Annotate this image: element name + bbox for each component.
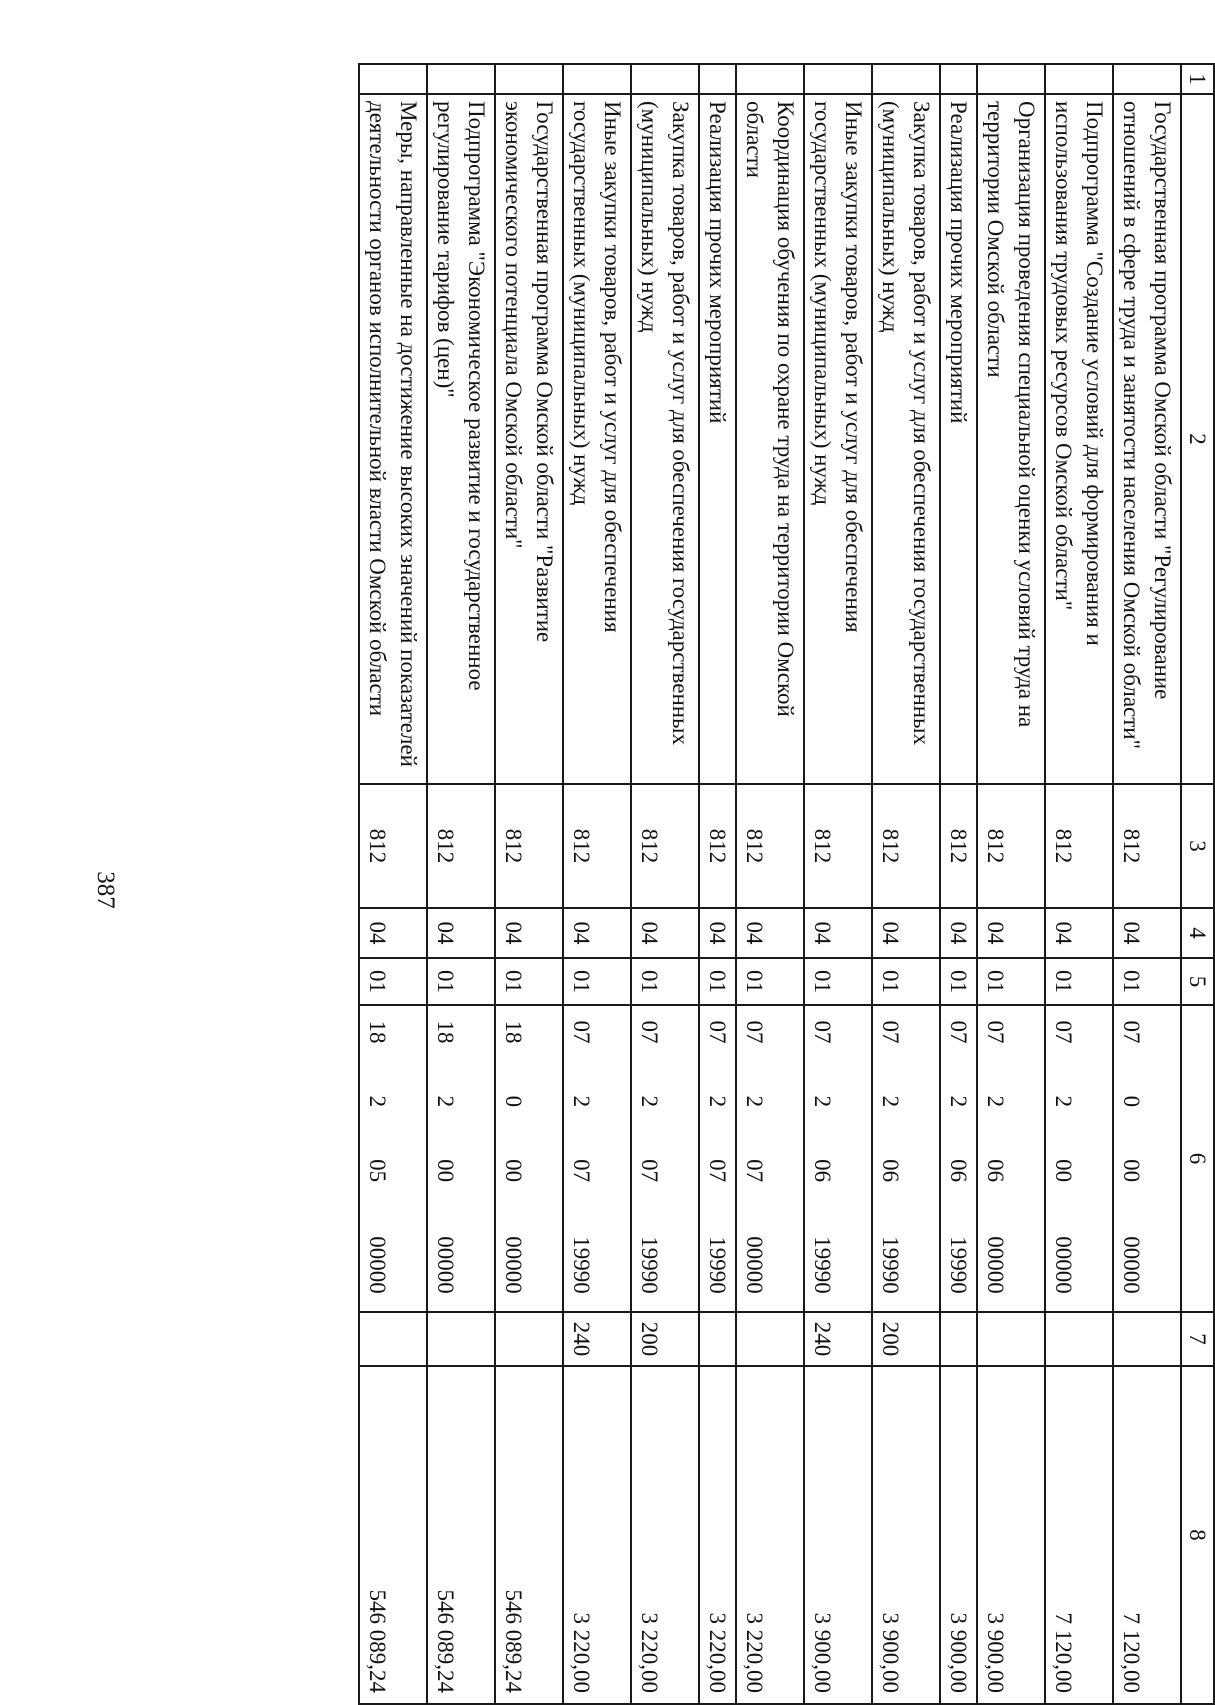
table-row bbox=[427, 64, 495, 1704]
ministry-code: 812 bbox=[359, 784, 427, 908]
subprogram-code: 0 bbox=[1119, 1095, 1144, 1108]
event-code: 00 bbox=[1051, 1159, 1076, 1183]
subsection-code: 01 bbox=[631, 958, 699, 1005]
budget-table bbox=[358, 63, 1215, 1705]
direction-code: 19990 bbox=[878, 1236, 903, 1294]
direction-code: 19990 bbox=[569, 1236, 594, 1294]
direction-code: 00000 bbox=[1119, 1236, 1144, 1294]
amount: 7 120,00 bbox=[1045, 1366, 1113, 1704]
column-number: 4 bbox=[1181, 908, 1214, 958]
event-code: 07 bbox=[742, 1159, 767, 1183]
target-article-code bbox=[699, 1005, 736, 1312]
item-name: Подпрограмма "Экономическое развитие и государственное регулирование тарифов (цен)" bbox=[427, 94, 495, 784]
item-name: Государственная программа Омской области "Развитие экономического потенциала Омской области" bbox=[495, 94, 563, 784]
column-number: 5 bbox=[1181, 958, 1214, 1005]
expense-type-code bbox=[736, 1312, 804, 1366]
target-article-code bbox=[736, 1005, 804, 1312]
subprogram-code: 2 bbox=[705, 1095, 730, 1108]
program-code: 07 bbox=[705, 1020, 730, 1044]
event-code: 05 bbox=[365, 1159, 390, 1183]
table-row bbox=[699, 64, 736, 1704]
amount: 3 900,00 bbox=[872, 1366, 940, 1704]
expense-type-code bbox=[699, 1312, 736, 1366]
item-name: Координация обучения по охране труда на территории Омской области bbox=[736, 94, 804, 784]
expense-type-code bbox=[359, 1312, 427, 1366]
section-code: 04 bbox=[977, 908, 1045, 958]
event-code: 00 bbox=[433, 1159, 458, 1183]
row-number-cell bbox=[563, 64, 631, 94]
row-number-cell bbox=[1113, 64, 1181, 94]
program-code: 07 bbox=[946, 1020, 971, 1044]
ministry-code: 812 bbox=[872, 784, 940, 908]
row-number-cell bbox=[359, 64, 427, 94]
column-number: 2 bbox=[1181, 94, 1214, 784]
subsection-code: 01 bbox=[495, 958, 563, 1005]
event-code: 06 bbox=[810, 1159, 835, 1183]
row-number-cell bbox=[495, 64, 563, 94]
event-code: 07 bbox=[637, 1159, 662, 1183]
subsection-code: 01 bbox=[872, 958, 940, 1005]
column-number: 6 bbox=[1181, 1005, 1214, 1312]
subprogram-code: 2 bbox=[637, 1095, 662, 1108]
section-code: 04 bbox=[699, 908, 736, 958]
subsection-code: 01 bbox=[699, 958, 736, 1005]
item-name: Организация проведения специальной оценки условий труда на территории Омской области bbox=[977, 94, 1045, 784]
ministry-code: 812 bbox=[631, 784, 699, 908]
program-code: 07 bbox=[1051, 1020, 1076, 1044]
section-code: 04 bbox=[1113, 908, 1181, 958]
program-code: 07 bbox=[1119, 1020, 1144, 1044]
target-article-code bbox=[804, 1005, 872, 1312]
direction-code: 19990 bbox=[637, 1236, 662, 1294]
rotated-page bbox=[92, 63, 1215, 1703]
subprogram-code: 2 bbox=[433, 1095, 458, 1108]
table-row bbox=[1113, 64, 1181, 1704]
table-row bbox=[736, 64, 804, 1704]
target-article-code bbox=[359, 1005, 427, 1312]
event-code: 07 bbox=[569, 1159, 594, 1183]
subprogram-code: 2 bbox=[742, 1095, 767, 1108]
expense-type-code bbox=[495, 1312, 563, 1366]
amount: 7 120,00 bbox=[1113, 1366, 1181, 1704]
program-code: 18 bbox=[501, 1020, 526, 1044]
column-number: 1 bbox=[1181, 64, 1214, 94]
subprogram-code: 2 bbox=[569, 1095, 594, 1108]
expense-type-code: 240 bbox=[804, 1312, 872, 1366]
direction-code: 19990 bbox=[705, 1236, 730, 1294]
column-number: 3 bbox=[1181, 784, 1214, 908]
section-code: 04 bbox=[804, 908, 872, 958]
expense-type-code bbox=[940, 1312, 977, 1366]
program-code: 18 bbox=[433, 1020, 458, 1044]
subprogram-code: 2 bbox=[1051, 1095, 1076, 1108]
item-name: Иные закупки товаров, работ и услуг для обеспечения государственных (муниципальных) нужд bbox=[563, 94, 631, 784]
section-code: 04 bbox=[1045, 908, 1113, 958]
section-code: 04 bbox=[631, 908, 699, 958]
row-number-cell bbox=[872, 64, 940, 94]
column-number: 8 bbox=[1181, 1366, 1214, 1704]
table-row bbox=[872, 64, 940, 1704]
subprogram-code: 2 bbox=[946, 1095, 971, 1108]
event-code: 06 bbox=[983, 1159, 1008, 1183]
amount: 546 089,24 bbox=[495, 1366, 563, 1704]
target-article-code bbox=[1113, 1005, 1181, 1312]
section-code: 04 bbox=[872, 908, 940, 958]
program-code: 07 bbox=[810, 1020, 835, 1044]
expense-type-code bbox=[427, 1312, 495, 1366]
ministry-code: 812 bbox=[563, 784, 631, 908]
column-number-row bbox=[1181, 64, 1214, 1704]
event-code: 07 bbox=[705, 1159, 730, 1183]
target-article-code bbox=[872, 1005, 940, 1312]
item-name: Меры, направленные на достижение высоких значений показателей деятельности органов исполнительной власти Омской области bbox=[359, 94, 427, 784]
row-number-cell bbox=[699, 64, 736, 94]
subprogram-code: 2 bbox=[878, 1095, 903, 1108]
amount: 546 089,24 bbox=[427, 1366, 495, 1704]
expense-type-code bbox=[1045, 1312, 1113, 1366]
ministry-code: 812 bbox=[1113, 784, 1181, 908]
amount: 3 900,00 bbox=[977, 1366, 1045, 1704]
event-code: 06 bbox=[878, 1159, 903, 1183]
program-code: 07 bbox=[637, 1020, 662, 1044]
ministry-code: 812 bbox=[495, 784, 563, 908]
direction-code: 19990 bbox=[946, 1236, 971, 1294]
section-code: 04 bbox=[940, 908, 977, 958]
section-code: 04 bbox=[427, 908, 495, 958]
row-number-cell bbox=[1045, 64, 1113, 94]
target-article-code bbox=[1045, 1005, 1113, 1312]
subprogram-code: 2 bbox=[983, 1095, 1008, 1108]
table-row bbox=[804, 64, 872, 1704]
direction-code: 00000 bbox=[742, 1236, 767, 1294]
target-article-code bbox=[563, 1005, 631, 1312]
expense-type-code bbox=[1113, 1312, 1181, 1366]
ministry-code: 812 bbox=[736, 784, 804, 908]
subsection-code: 01 bbox=[427, 958, 495, 1005]
amount: 3 900,00 bbox=[804, 1366, 872, 1704]
table-row bbox=[359, 64, 427, 1704]
table-row bbox=[940, 64, 977, 1704]
subprogram-code: 2 bbox=[365, 1095, 390, 1108]
program-code: 07 bbox=[983, 1020, 1008, 1044]
subsection-code: 01 bbox=[1113, 958, 1181, 1005]
row-number-cell bbox=[427, 64, 495, 94]
section-code: 04 bbox=[495, 908, 563, 958]
item-name: Государственная программа Омской области "Регулирование отношений в сфере труда и занятости населения Омской области" bbox=[1113, 94, 1181, 784]
subsection-code: 01 bbox=[359, 958, 427, 1005]
ministry-code: 812 bbox=[804, 784, 872, 908]
program-code: 07 bbox=[742, 1020, 767, 1044]
event-code: 06 bbox=[946, 1159, 971, 1183]
ministry-code: 812 bbox=[977, 784, 1045, 908]
target-article-code bbox=[940, 1005, 977, 1312]
target-article-code bbox=[427, 1005, 495, 1312]
item-name: Закупка товаров, работ и услуг для обеспечения государственных (муниципальных) нужд bbox=[631, 94, 699, 784]
expense-type-code: 240 bbox=[563, 1312, 631, 1366]
item-name: Иные закупки товаров, работ и услуг для обеспечения государственных (муниципальных) нужд bbox=[804, 94, 872, 784]
amount: 3 220,00 bbox=[736, 1366, 804, 1704]
table-row bbox=[563, 64, 631, 1704]
row-number-cell bbox=[631, 64, 699, 94]
table-row bbox=[1045, 64, 1113, 1704]
target-article-code bbox=[495, 1005, 563, 1312]
program-code: 07 bbox=[878, 1020, 903, 1044]
subprogram-code: 0 bbox=[501, 1095, 526, 1108]
subsection-code: 01 bbox=[940, 958, 977, 1005]
row-number-cell bbox=[940, 64, 977, 94]
ministry-code: 812 bbox=[940, 784, 977, 908]
item-name: Реализация прочих мероприятий bbox=[699, 94, 736, 784]
row-number-cell bbox=[804, 64, 872, 94]
section-code: 04 bbox=[736, 908, 804, 958]
row-number-cell bbox=[736, 64, 804, 94]
amount: 3 220,00 bbox=[699, 1366, 736, 1704]
target-article-code bbox=[631, 1005, 699, 1312]
amount: 3 900,00 bbox=[940, 1366, 977, 1704]
subsection-code: 01 bbox=[1045, 958, 1113, 1005]
page-number: 387 bbox=[92, 871, 119, 909]
target-article-code bbox=[977, 1005, 1045, 1312]
expense-type-code bbox=[977, 1312, 1045, 1366]
item-name: Закупка товаров, работ и услуг для обеспечения государственных (муниципальных) нужд bbox=[872, 94, 940, 784]
direction-code: 00000 bbox=[1051, 1236, 1076, 1294]
expense-type-code: 200 bbox=[872, 1312, 940, 1366]
event-code: 00 bbox=[501, 1159, 526, 1183]
table-row bbox=[977, 64, 1045, 1704]
table-row bbox=[631, 64, 699, 1704]
amount: 3 220,00 bbox=[563, 1366, 631, 1704]
column-number: 7 bbox=[1181, 1312, 1214, 1366]
amount: 3 220,00 bbox=[631, 1366, 699, 1704]
direction-code: 00000 bbox=[983, 1236, 1008, 1294]
ministry-code: 812 bbox=[699, 784, 736, 908]
table-row bbox=[495, 64, 563, 1704]
row-number-cell bbox=[977, 64, 1045, 94]
ministry-code: 812 bbox=[427, 784, 495, 908]
subsection-code: 01 bbox=[563, 958, 631, 1005]
subsection-code: 01 bbox=[977, 958, 1045, 1005]
program-code: 18 bbox=[365, 1020, 390, 1044]
subprogram-code: 2 bbox=[810, 1095, 835, 1108]
direction-code: 00000 bbox=[433, 1236, 458, 1294]
section-code: 04 bbox=[563, 908, 631, 958]
program-code: 07 bbox=[569, 1020, 594, 1044]
subsection-code: 01 bbox=[736, 958, 804, 1005]
ministry-code: 812 bbox=[1045, 784, 1113, 908]
subsection-code: 01 bbox=[804, 958, 872, 1005]
direction-code: 00000 bbox=[501, 1236, 526, 1294]
amount: 546 089,24 bbox=[359, 1366, 427, 1704]
event-code: 00 bbox=[1119, 1159, 1144, 1183]
direction-code: 19990 bbox=[810, 1236, 835, 1294]
expense-type-code: 200 bbox=[631, 1312, 699, 1366]
section-code: 04 bbox=[359, 908, 427, 958]
direction-code: 00000 bbox=[365, 1236, 390, 1294]
item-name: Подпрограмма "Создание условий для формирования и использования трудовых ресурсов Омской области" bbox=[1045, 94, 1113, 784]
item-name: Реализация прочих мероприятий bbox=[940, 94, 977, 784]
